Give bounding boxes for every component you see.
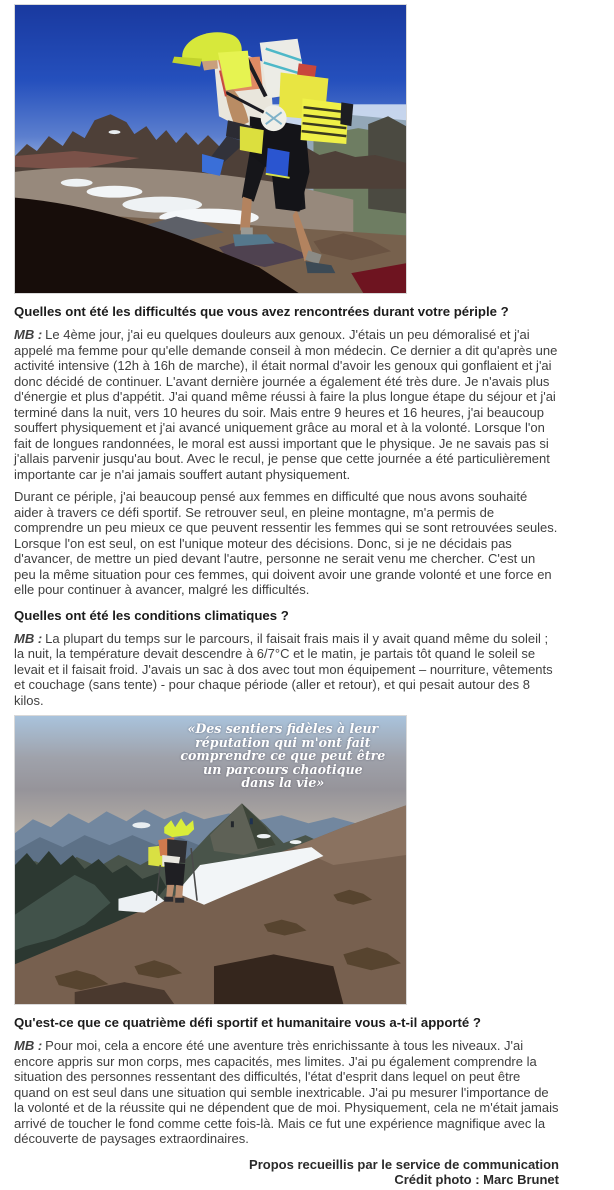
photo-hiker-ridge (14, 4, 407, 294)
answer-text-2: Durant ce périple, j'ai beaucoup pensé aux femmes en difficulté que nous avons souhaité aider à travers ce défi sportif. Se retrouver seul, en pleine montagne, m'a permis de comprendre un peu mieux ce que peuvent ressentir les femmes qui se sont retrouvées seules. Lorsque l'on est seul, on est l'unique moteur des décisions. Donc, si je ne décidais pas d'avancer, de mettre un pied devant l'autre, personne ne serait venu me chercher. C'est un peu la même situation pour ces femmes, qui doivent avoir une grande volonté et une force en elle pour continuer à avancer, malgré les difficultés. (14, 489, 558, 597)
question-heading-2: Quelles ont été les conditions climatiques ? (14, 607, 289, 623)
quote-line: un parcours chaotique (203, 761, 363, 777)
quote-line: dans la vie» (241, 775, 325, 791)
question-heading-3: Qu'est-ce que ce quatrième défi sportif et humanitaire vous a-t-il apporté ? (14, 1015, 481, 1030)
credits-line-2: Crédit photo : Marc Brunet (394, 1172, 559, 1187)
answer-text-1: Le 4ème jour, j'ai eu quelques douleurs aux genoux. J'étais un peu démoralisé et j'ai appelé ma femme pour qu'elle demande conseil à mon médecin. Ce dernier a dit qu'après une activité intensive (12h à 16h de marche), il était normal d'avoir les genoux qui gonflaient et j'ai donc décidé de continuer. L'avant dernière journée a également été très dure. Je n'avais plus d'énergie et plus d'appétit. J'ai quand même réussi à faire la plus longue étape du séjour et j'ai terminé dans la nuit, vers 10 heures du soir. Mais entre 9 heures et 16 heures, j'ai beaucoup souffert physiquement et j'ai avancé uniquement grâce au moral et à la volonté. Lorsque l'on fait de longues randonnées, le moral est aussi important que le physique. Je ne savais pas si j'allais parvenir jusqu'au bout. Avec le recul, je pense que cette journée a été particulièrement importante car je n'ai jamais souffert autant physiquement. (14, 327, 558, 482)
article-content (14, 304, 559, 1188)
photo1-illustration (15, 5, 406, 293)
credits-line-1: Propos recueillis par le service de communication (249, 1156, 559, 1172)
quote-line: «Des sentiers fidèles à leur (187, 721, 379, 736)
answer-paragraph-2 (14, 489, 559, 598)
answer-paragraph-1 (14, 327, 559, 482)
quote-line: réputation qui m'ont fait (195, 734, 371, 750)
answer-paragraph-3 (14, 631, 559, 709)
answer-text-3: La plupart du temps sur le parcours, il faisait frais mais il y avait quand même du soleil ; la nuit, la température devait descendre à 6/7°C et le matin, je partais tôt quand le soleil se levait et il faisait froid. J'avais un sac à dos avec tout mon équipement – nourriture, vêtements et couchage (sans tente) - pour chaque période (aller et retour), et qui pesait autour des 8 kilos. (14, 630, 553, 708)
answer-text-4: Pour moi, cela a encore été une aventure très enrichissante à tous les niveaux. J'ai encore appris sur mon corps, mes capacités, mes limites. J'ai pu également comprendre la situation des personnes ressentant des difficultés, l'état d'esprit dans lequel on peut être quand on est seul dans une situation qui semble inextricable. J'ai pu mesurer l'importance de la volonté et de la réussite qui ne dépendent que de moi. Physiquement, cela ne m'était jamais arrivé de toucher le fond comme cette fois-là. Mais ce fut une expérience magnifique avec la découverte de paysages extraordinaires. (14, 1038, 559, 1146)
speaker-initials: MB : (14, 327, 43, 342)
speaker-initials: MB : (14, 630, 43, 646)
credits (14, 1157, 559, 1188)
photo-quote-overlay (167, 722, 398, 790)
speaker-initials: MB : (14, 1038, 43, 1053)
photo-hiker-scree (14, 715, 407, 1005)
question-heading-1: Quelles ont été les difficultés que vous avez rencontrées durant votre périple ? (14, 304, 509, 319)
quote-line: comprendre ce que peut être (180, 748, 386, 764)
answer-paragraph-4 (14, 1038, 559, 1147)
